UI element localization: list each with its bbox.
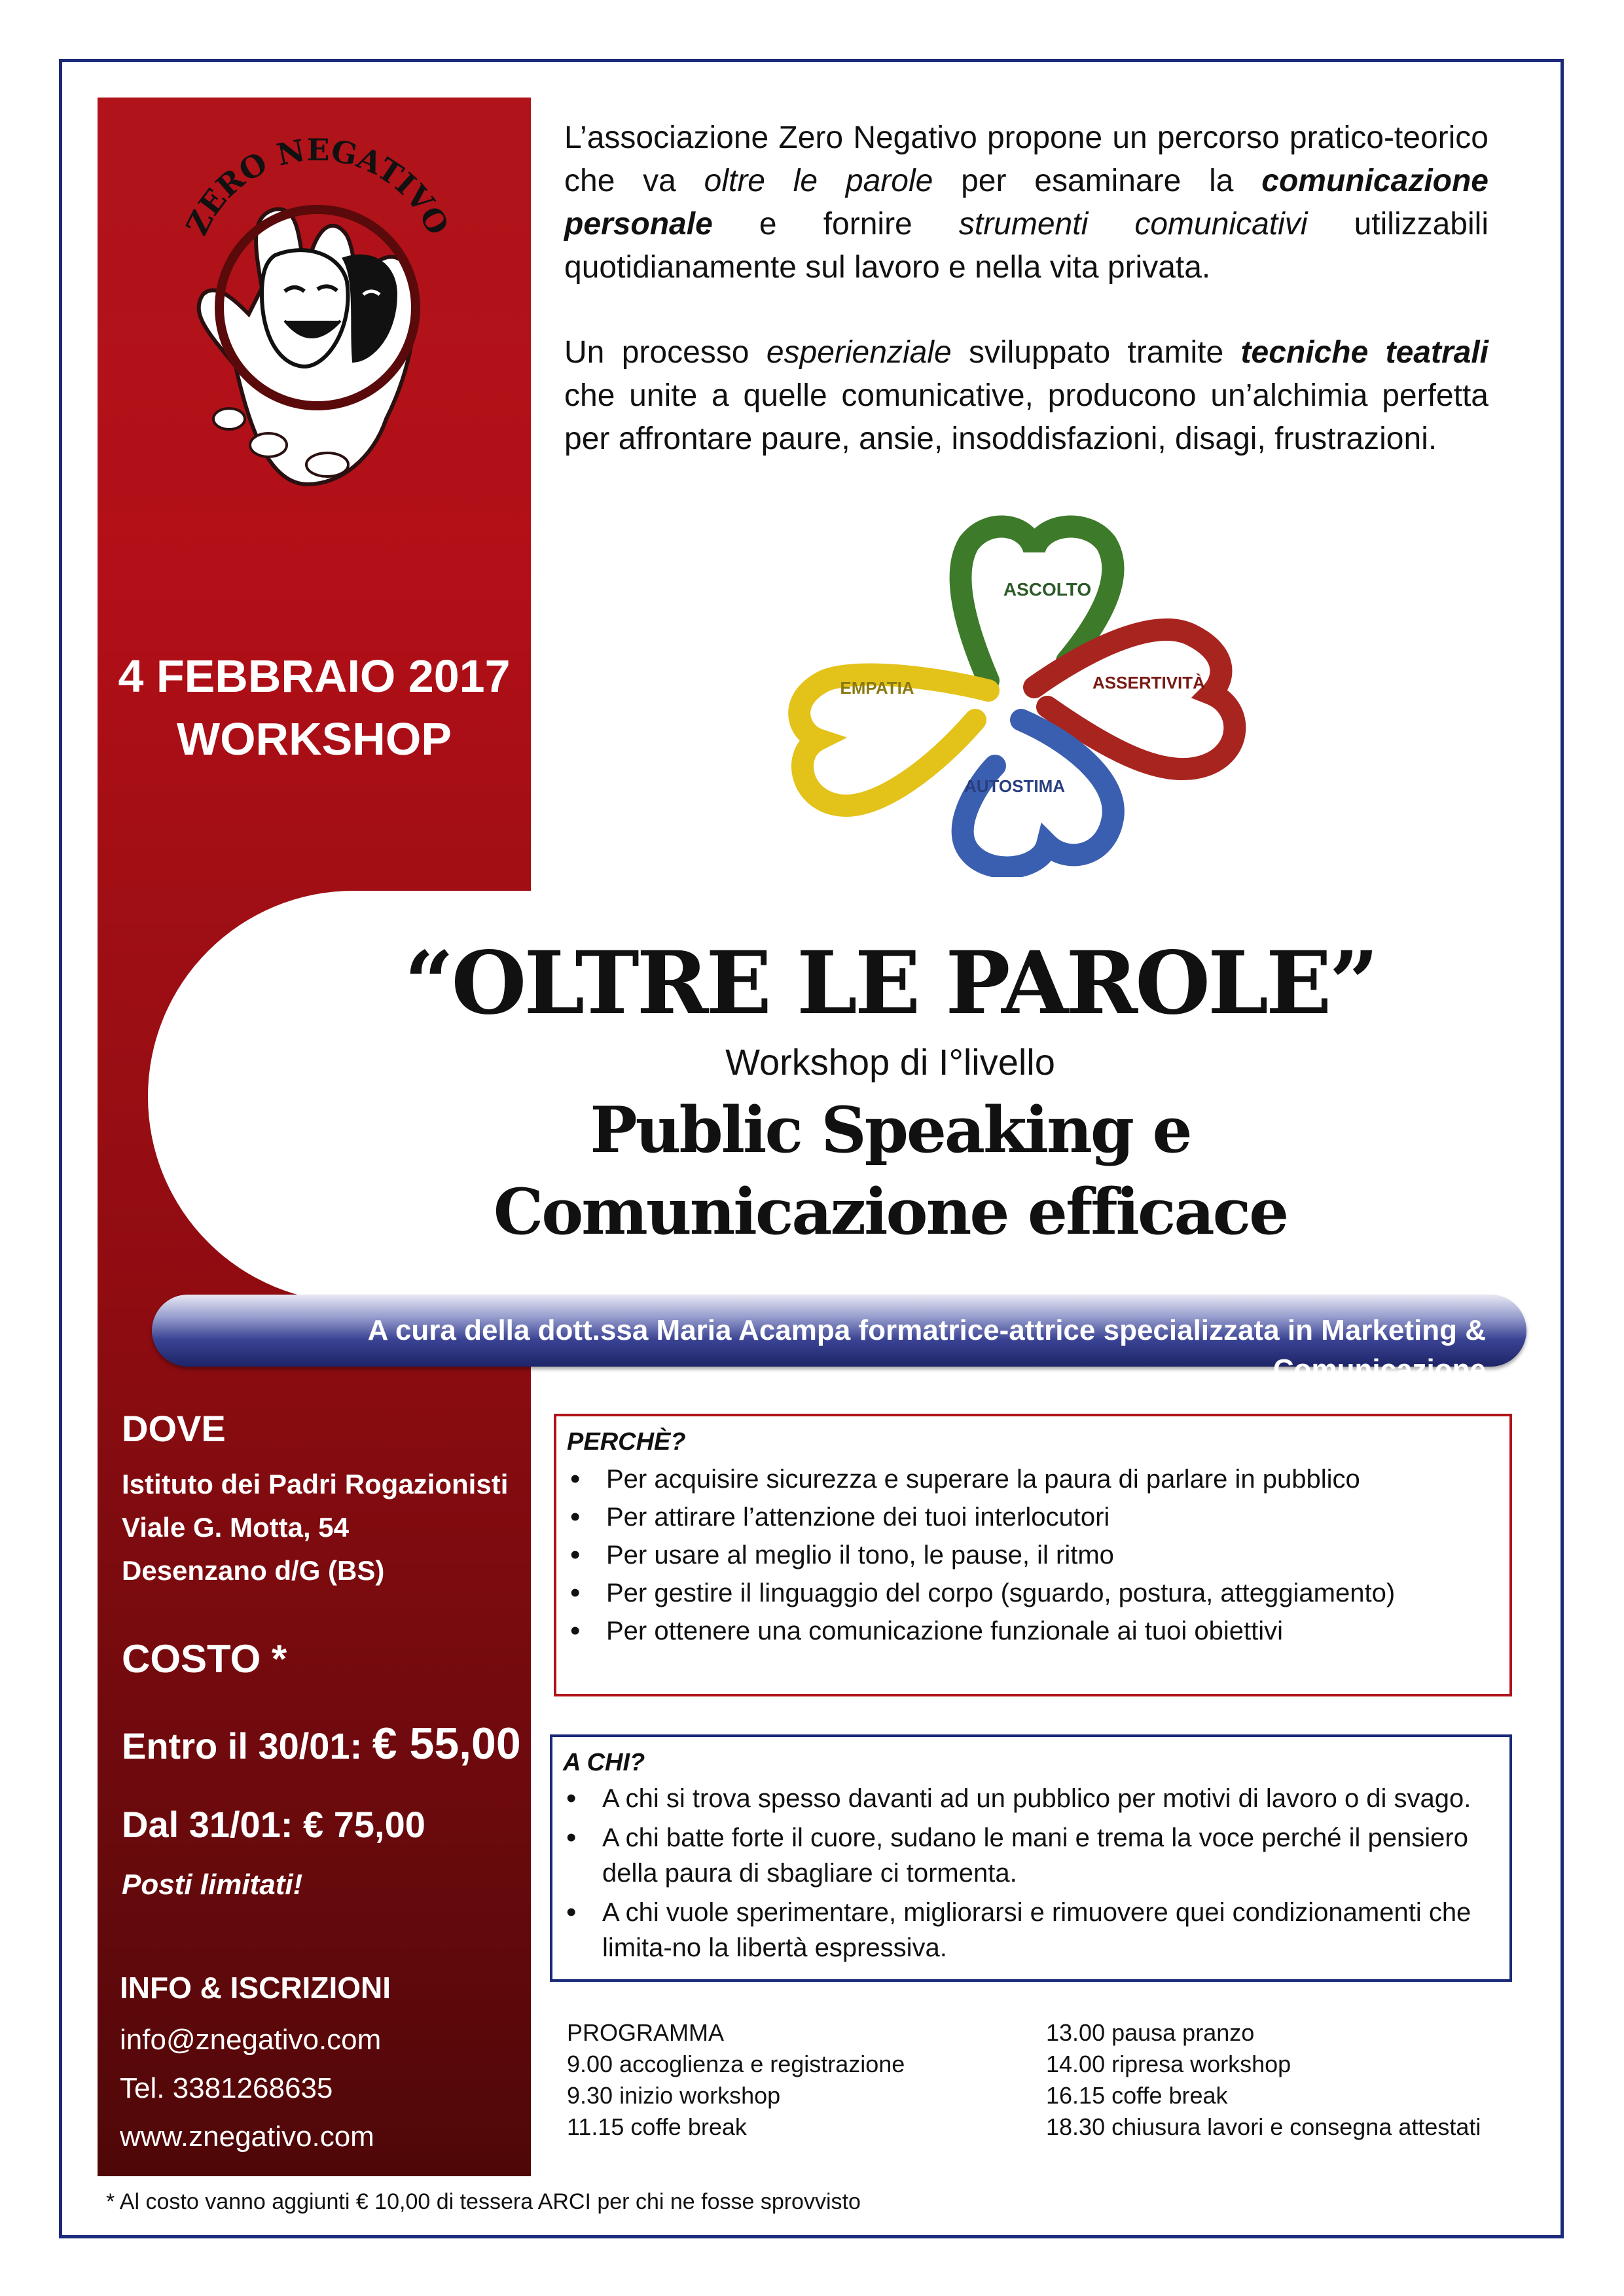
list-item: • Per gestire il linguaggio del corpo (sguardo, postura, atteggiamento) bbox=[606, 1574, 1499, 1612]
list-item: • Per ottenere una comunicazione funzionale ai tuoi obiettivi bbox=[606, 1612, 1499, 1650]
venue-name: Istituto dei Padri Rogazionisti bbox=[122, 1469, 509, 1499]
schedule-item: 9.30 inizio workshop bbox=[567, 2082, 781, 2109]
early-price-value: € 55,00 bbox=[372, 1719, 521, 1768]
programma-left bbox=[567, 2017, 1025, 2143]
text-span: e fornire bbox=[712, 207, 959, 242]
schedule-item: 13.00 pausa pranzo bbox=[1046, 2019, 1255, 2046]
communication-clover-diagram bbox=[772, 504, 1270, 877]
programma-heading: PROGRAMMA bbox=[567, 2019, 725, 2046]
programma-right bbox=[1046, 2017, 1517, 2143]
list-item: • A chi si trova spesso davanti ad un pubblico per motivi di lavoro o di svago. bbox=[602, 1781, 1499, 1816]
workshop-label: WORKSHOP bbox=[177, 713, 452, 764]
early-price bbox=[122, 1718, 521, 1769]
achi-box bbox=[550, 1734, 1512, 1982]
schedule-item: 14.00 ripresa workshop bbox=[1046, 2051, 1291, 2077]
perche-heading: PERCHÈ? bbox=[567, 1428, 686, 1456]
schedule-item: 16.15 coffe break bbox=[1046, 2082, 1228, 2109]
perche-box bbox=[554, 1414, 1512, 1696]
costo-heading: COSTO * bbox=[122, 1637, 287, 1681]
text-italic: oltre le parole bbox=[704, 164, 933, 198]
clover-label-ascolto: ASCOLTO bbox=[1003, 579, 1092, 600]
cost-footnote: * Al costo vanno aggiunti € 10,00 di tessera ARCI per chi ne fosse sprovvisto bbox=[106, 2189, 861, 2214]
text-span: Un processo bbox=[564, 335, 767, 370]
trainer-ribbon-text: A cura della dott.ssa Maria Acampa formatrice-attrice specializzata in Marketing & Comunicazione bbox=[367, 1314, 1486, 1386]
text-span: che unite a quelle comunicative, producono un’alchimia perfetta per affrontare paure, ansie, insoddisfazioni, disagi, frustrazioni. bbox=[564, 378, 1489, 456]
text-italic: strumenti comunicativi bbox=[958, 207, 1308, 242]
text-span: sviluppato tramite bbox=[951, 335, 1241, 370]
contact-phone: Tel. 3381268635 bbox=[120, 2072, 333, 2104]
theater-masks-hand-icon bbox=[164, 118, 471, 497]
text-span: per esaminare la bbox=[933, 164, 1262, 198]
venue-street: Viale G. Motta, 54 bbox=[122, 1512, 350, 1543]
contact-info bbox=[120, 2016, 519, 2161]
intro-text bbox=[564, 117, 1489, 503]
text-bold-italic: comunicazione personale bbox=[564, 164, 1489, 242]
list-item: • A chi batte forte il cuore, sudano le mani e trema la voce perché il pensiero della paura di sbagliare ci tormenta. bbox=[602, 1820, 1499, 1891]
zero-negativo-logo bbox=[164, 118, 471, 497]
text-bold-italic: tecniche teatrali bbox=[1240, 335, 1489, 370]
list-item: • Per attirare l’attenzione dei tuoi interlocutori bbox=[606, 1498, 1499, 1536]
venue-city: Desenzano d/G (BS) bbox=[122, 1555, 385, 1586]
info-heading: INFO & ISCRIZIONI bbox=[120, 1971, 391, 2005]
list-item: • A chi vuole sperimentare, migliorarsi e rimuovere quei condizionamenti che limita-no la libertà espressiva. bbox=[602, 1895, 1499, 1965]
svg-text:ZERO NEGATIVO: ZERO NEGATIVO bbox=[179, 132, 456, 241]
intro-paragraph-2 bbox=[564, 331, 1489, 461]
subtitle-comunicazione: Comunicazione efficace bbox=[493, 1175, 1288, 1249]
text-italic: esperienziale bbox=[766, 335, 952, 370]
subtitle-public-speaking: Public Speaking e bbox=[590, 1093, 1191, 1167]
early-price-label: Entro il 30/01: bbox=[122, 1725, 372, 1767]
list-item: • Per usare al meglio il tono, le pause, il ritmo bbox=[606, 1536, 1499, 1574]
intro-paragraph-1 bbox=[564, 117, 1489, 289]
schedule-item: 9.00 accoglienza e registrazione bbox=[567, 2051, 905, 2077]
clover-label-empatia: EMPATIA bbox=[840, 678, 914, 698]
contact-email[interactable]: info@znegativo.com bbox=[120, 2024, 382, 2056]
achi-heading: A CHI? bbox=[563, 1749, 645, 1776]
list-item: • Per acquisire sicurezza e superare la paura di parlare in pubblico bbox=[606, 1460, 1499, 1498]
main-title: “OLTRE LE PAROLE” bbox=[404, 933, 1377, 1034]
workshop-level: Workshop di I°livello bbox=[725, 1041, 1055, 1083]
clover-label-autostima: AUTOSTIMA bbox=[964, 776, 1066, 796]
limited-seats: Posti limitati! bbox=[122, 1869, 303, 1901]
date-line: 4 FEBBRAIO 2017 bbox=[118, 651, 511, 702]
text-span: utilizzabili quotidianamente sul lavoro e nella vita privata. bbox=[564, 207, 1489, 285]
dove-heading: DOVE bbox=[122, 1408, 226, 1449]
schedule-item: 18.30 chiusura lavori e consegna attestati bbox=[1046, 2113, 1481, 2140]
venue-address bbox=[122, 1463, 521, 1592]
late-price: Dal 31/01: € 75,00 bbox=[122, 1804, 425, 1845]
clover-label-assertivita: ASSERTIVITÀ bbox=[1092, 673, 1205, 692]
contact-website[interactable]: www.znegativo.com bbox=[120, 2121, 374, 2153]
achi-list bbox=[563, 1781, 1499, 1965]
event-date bbox=[98, 645, 531, 770]
schedule-item: 11.15 coffe break bbox=[567, 2113, 747, 2140]
text-span: L’associazione Zero Negativo propone un percorso pratico-teorico che va bbox=[564, 120, 1489, 198]
perche-list bbox=[567, 1460, 1499, 1650]
